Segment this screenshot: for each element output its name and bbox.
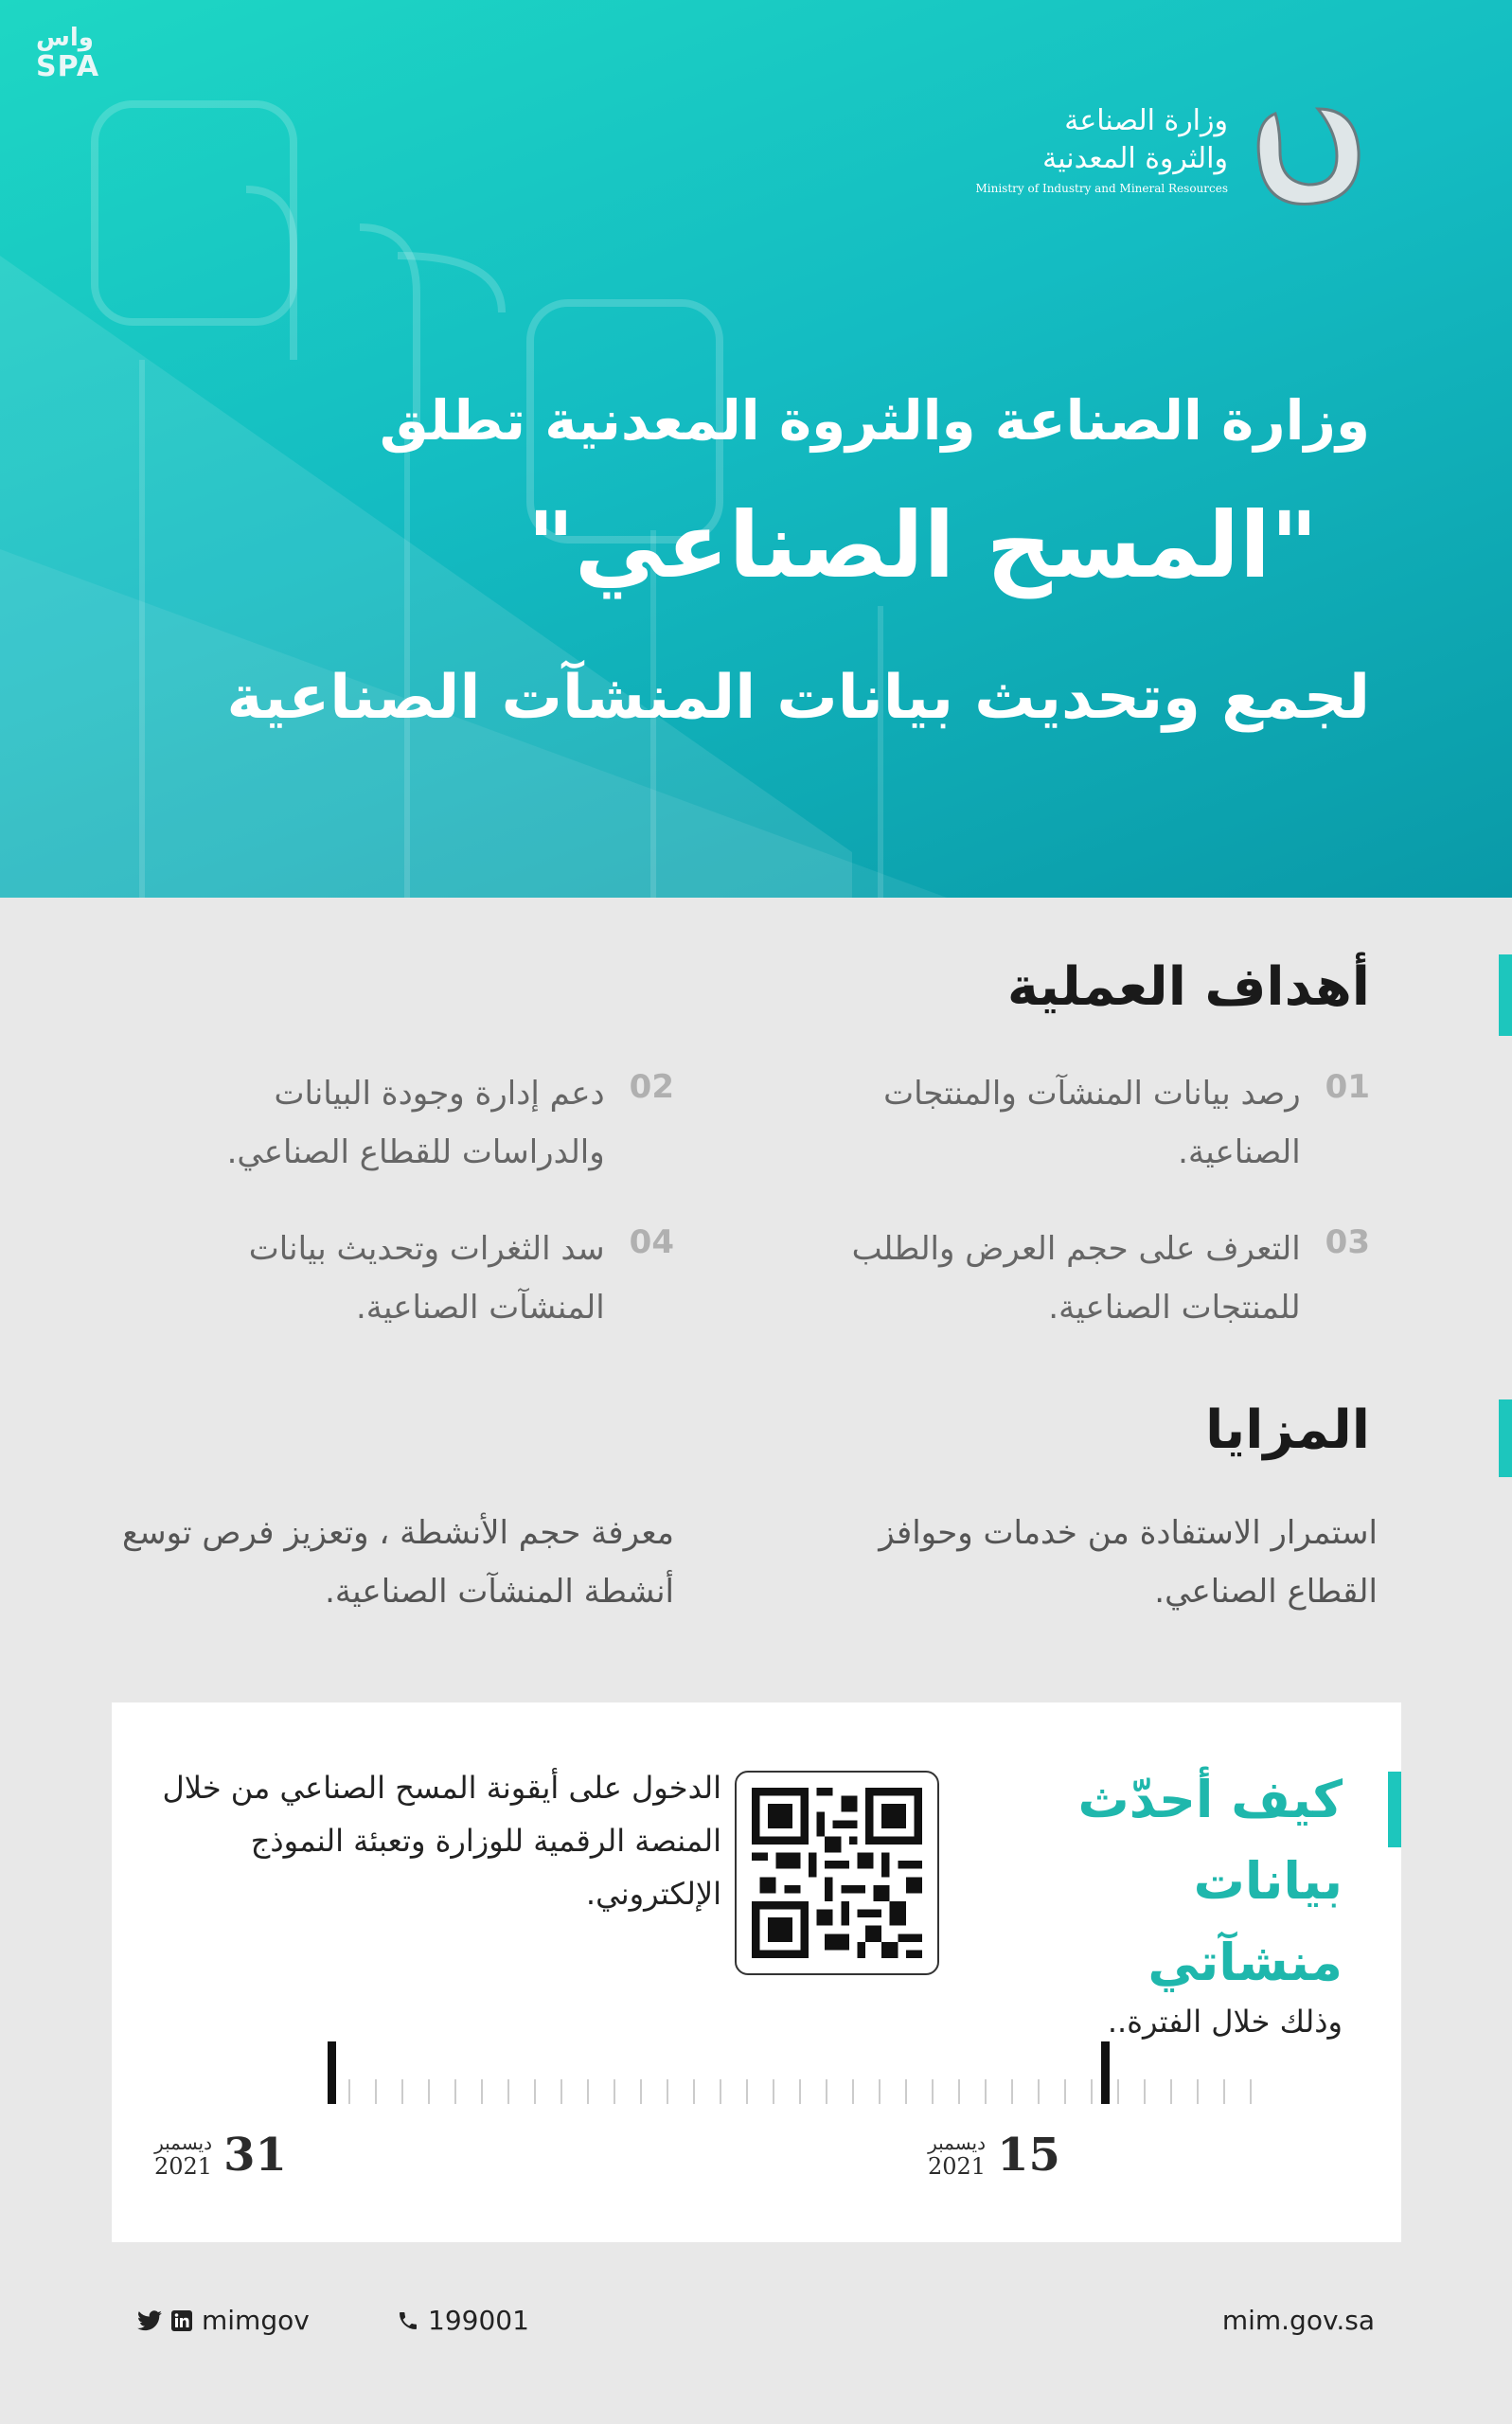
ministry-logo-text <box>916 102 1228 195</box>
phone-icon <box>396 2308 420 2333</box>
card-accent-bar <box>1388 1772 1401 1847</box>
ministry-name-line1: وزارة الصناعة <box>1064 104 1228 137</box>
phone-number[interactable]: 199001 <box>428 2305 529 2336</box>
timeline-marker-start <box>1101 2041 1110 2104</box>
timeline-tick <box>958 2079 960 2104</box>
ministry-logo-mark-icon <box>1247 95 1370 218</box>
timeline-tick <box>348 2079 350 2104</box>
start-date-month <box>928 2131 986 2179</box>
end-date-month-name: ديسمبر <box>154 2131 213 2154</box>
footer-website[interactable] <box>1222 2305 1375 2336</box>
goal-text: التعرف على حجم العرض والطلب للمنتجات الصناعية. <box>851 1230 1301 1327</box>
date-timeline <box>216 2047 1276 2104</box>
how-to-title: كيف أحدّث بيانات منشآتي <box>1077 1770 1343 1992</box>
start-date-year: 2021 <box>928 2153 987 2180</box>
timeline-tick <box>534 2079 536 2104</box>
spa-logo <box>36 23 114 81</box>
timeline-tick <box>428 2079 430 2104</box>
start-date <box>928 2129 1060 2182</box>
timeline-tick <box>746 2079 748 2104</box>
timeline-tick <box>852 2079 854 2104</box>
goal-number: 01 <box>1325 1068 1370 1106</box>
timeline-tick <box>1117 2079 1119 2104</box>
ministry-name-line2: والثروة المعدنية <box>1042 142 1228 175</box>
website-link[interactable]: mim.gov.sa <box>1221 2305 1375 2336</box>
hero-headline-line3: لجمع وتحديث بيانات المنشآت الصناعية <box>226 663 1370 733</box>
goal-item <box>840 1220 1370 1337</box>
timeline-tick <box>905 2079 907 2104</box>
goal-number: 02 <box>629 1068 674 1106</box>
timeline-tick <box>587 2079 589 2104</box>
period-label: وذلك خلال الفترة.. <box>1107 2004 1343 2040</box>
timeline-tick <box>640 2079 642 2104</box>
timeline-marker-end <box>328 2041 336 2104</box>
goal-item <box>172 1220 674 1337</box>
timeline-tick <box>1144 2079 1146 2104</box>
timeline-tick <box>1091 2079 1093 2104</box>
timeline-tick <box>375 2079 377 2104</box>
how-to-instruction: الدخول على أيقونة المسح الصناعي من خلال المنصة الرقمية للوزارة وتعبئة النموذج الإلكتروني. <box>162 1770 721 1912</box>
hero-headline-line2: "المسح الصناعي" <box>526 492 1318 598</box>
linkedin-icon[interactable] <box>169 2308 194 2333</box>
timeline-tick <box>507 2079 509 2104</box>
goal-text: رصد بيانات المنشآت والمنتجات الصناعية. <box>883 1075 1301 1171</box>
goal-item <box>840 1064 1370 1182</box>
timeline-tick <box>614 2079 615 2104</box>
timeline-tick <box>1011 2079 1013 2104</box>
goal-text: دعم إدارة وجودة البيانات والدراسات للقطاع الصناعي. <box>226 1075 605 1171</box>
goals-title: أهداف العملية <box>1006 956 1370 1018</box>
timeline-tick <box>826 2079 827 2104</box>
timeline-tick <box>1197 2079 1199 2104</box>
merit-item: معرفة حجم الأنشطة ، وتعزيز فرص توسع أنشطة المنشآت الصناعية. <box>121 1514 674 1611</box>
qr-code-frame[interactable] <box>735 1771 939 1975</box>
timeline-tick <box>693 2079 695 2104</box>
timeline-tick <box>879 2079 881 2104</box>
timeline-tick <box>1038 2079 1040 2104</box>
hero-banner <box>0 0 1512 898</box>
timeline-tick <box>1170 2079 1172 2104</box>
footer-phone[interactable] <box>396 2305 529 2336</box>
goals-accent-bar <box>1499 954 1512 1036</box>
hero-headline-line1: وزارة الصناعة والثروة المعدنية تطلق <box>379 388 1370 453</box>
how-to-update-card <box>112 1702 1401 2242</box>
timeline-tick <box>401 2079 403 2104</box>
goal-text: سد الثغرات وتحديث بيانات المنشآت الصناعية. <box>248 1230 605 1327</box>
merit-item: استمرار الاستفادة من خدمات وحوافز القطاع الصناعي. <box>879 1514 1378 1611</box>
merits-title: المزايا <box>1205 1399 1370 1461</box>
timeline-tick <box>1250 2079 1252 2104</box>
footer-social[interactable] <box>137 2305 310 2336</box>
twitter-icon[interactable] <box>137 2308 162 2333</box>
spa-logo-arabic: واس <box>36 24 94 52</box>
timeline-tick <box>985 2079 987 2104</box>
timeline-tick <box>932 2079 934 2104</box>
spa-logo-latin: SPA <box>36 50 100 83</box>
timeline-tick <box>454 2079 456 2104</box>
timeline-tick <box>1223 2079 1225 2104</box>
start-date-day: 15 <box>997 2129 1060 2182</box>
end-date-day: 31 <box>223 2129 287 2182</box>
merits-accent-bar <box>1499 1399 1512 1477</box>
timeline-tick <box>799 2079 801 2104</box>
social-handle[interactable]: mimgov <box>202 2305 310 2336</box>
end-date <box>154 2129 287 2182</box>
end-date-month <box>154 2131 212 2179</box>
goal-number: 04 <box>629 1223 674 1261</box>
end-date-year: 2021 <box>154 2153 213 2180</box>
goal-number: 03 <box>1325 1223 1370 1261</box>
start-date-month-name: ديسمبر <box>928 2131 987 2154</box>
timeline-tick <box>1064 2079 1066 2104</box>
timeline-tick <box>481 2079 483 2104</box>
timeline-tick <box>667 2079 668 2104</box>
goal-item <box>134 1064 674 1182</box>
qr-code-icon[interactable] <box>752 1788 922 1958</box>
timeline-tick <box>720 2079 721 2104</box>
timeline-tick <box>773 2079 774 2104</box>
timeline-tick <box>560 2079 562 2104</box>
ministry-name-english: Ministry of Industry and Mineral Resources <box>975 182 1228 195</box>
